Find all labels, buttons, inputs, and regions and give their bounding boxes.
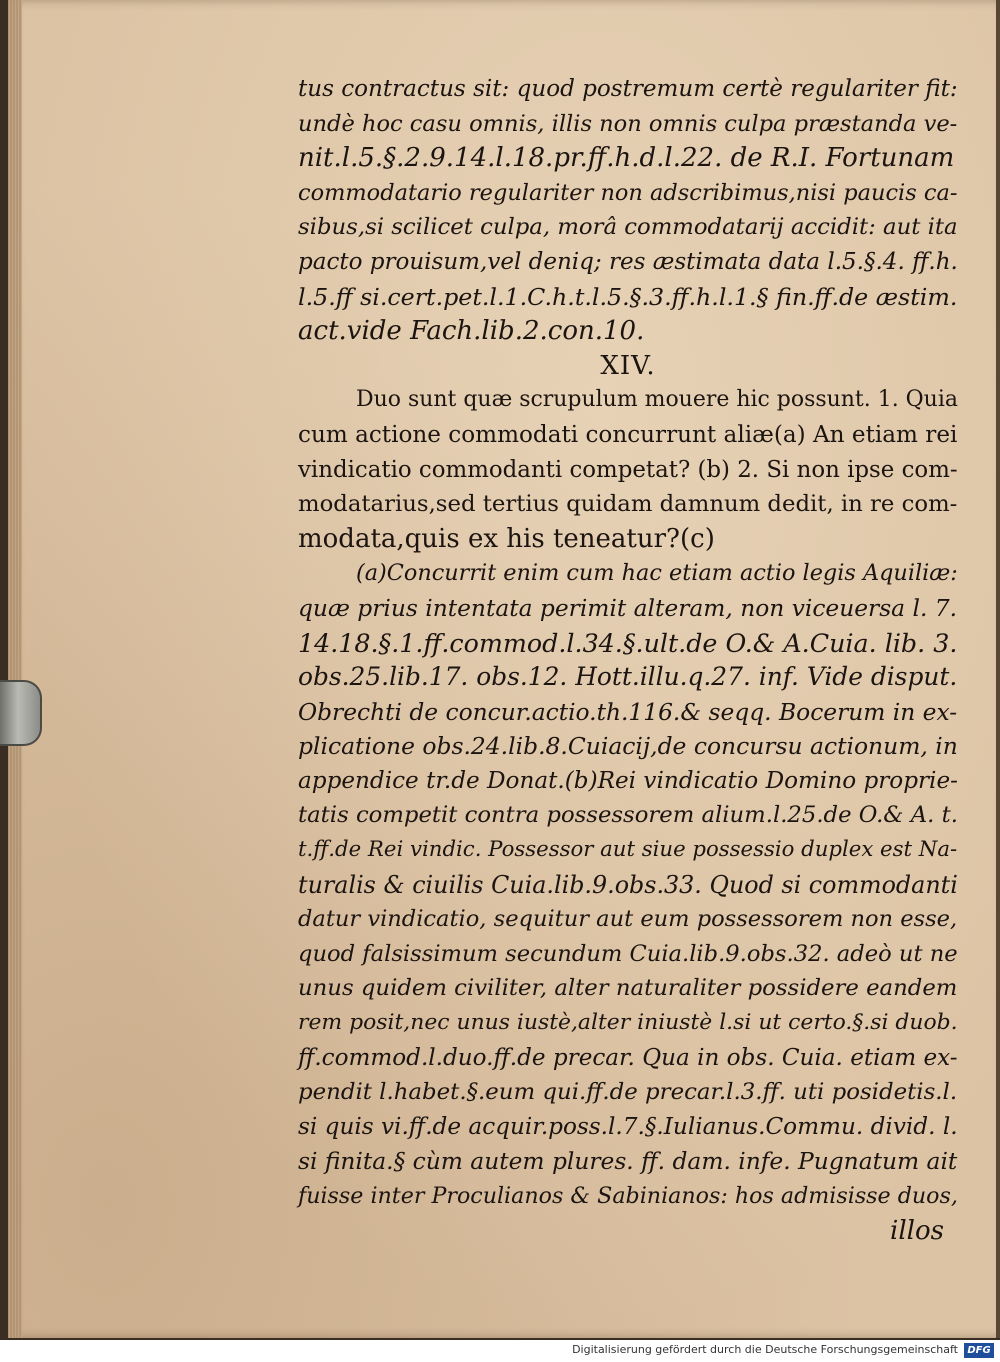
note-line: turalis & ciuilis Cuia.lib.9.obs.33. Quod si commodanti — [298, 870, 958, 899]
note-line: datur vindicatio, sequitur aut eum possessorem non esse, — [298, 906, 958, 933]
text-line: tus contractus sit: quod postremum certè regulariter fit: — [298, 76, 958, 102]
text-line: undè hoc casu omnis, illis non omnis culpa præstanda ve- — [298, 110, 958, 137]
note-line: Obrechti de concur.actio.th.116.& seqq. Bocerum in ex- — [298, 697, 958, 726]
funding-credit: Digitalisierung gefördert durch die Deutsche Forschungsgemeinschaft — [572, 1343, 958, 1356]
text-line: sibus,si scilicet culpa, morâ commodatarij accidit: aut ita — [298, 214, 958, 241]
body-line: cum actione commodati concurrunt aliæ(a) An etiam rei — [298, 421, 958, 448]
footer-bar — [0, 1340, 1000, 1362]
note-line: pendit l.habet.§.eum qui.ff.de precar.l.3.ff. uti posidetis.l. — [298, 1079, 958, 1106]
text-line: act.vide Fach.lib.2.con.10. — [298, 316, 645, 347]
body-line: modata,quis ex his teneatur?(c) — [298, 523, 715, 554]
page-edges — [8, 0, 22, 1338]
text-line: nit.l.5.§.2.9.14.l.18.pr.ff.h.d.l.22. de R.I. Fortunam — [298, 143, 955, 174]
body-line: Duo sunt quæ scrupulum mouere hic possunt. 1. Quia — [356, 387, 958, 413]
text-line: pacto prouisum,vel deniq; res æstimata data l.5.§.4. ff.h. — [298, 248, 958, 275]
binding-edge — [996, 0, 1000, 1338]
note-line: appendice tr.de Donat.(b)Rei vindicatio Domino proprie- — [298, 767, 958, 794]
note-line: ff.commod.l.duo.ff.de precar. Qua in obs. Cuia. etiam ex- — [298, 1044, 958, 1071]
text-line: commodatario regulariter non adscribimus,nisi paucis ca- — [298, 179, 958, 206]
note-line: t.ff.de Rei vindic. Possessor aut siue possessio duplex est Na- — [298, 837, 958, 863]
book-clasp — [0, 680, 42, 746]
note-line: quæ prius intentata perimit alteram, non viceuersa l. 7. — [298, 593, 958, 622]
note-line: unus quidem civiliter, alter naturaliter possidere eandem — [298, 975, 958, 1002]
note-line: 14.18.§.1.ff.commod.l.34.§.ult.de O.& A.Cuia. lib. 3. — [298, 627, 958, 658]
text-line: l.5.ff si.cert.pet.l.1.C.h.t.l.5.§.3.ff.h.l.1.§ fin.ff.de æstim. — [298, 282, 958, 311]
note-line: si quis vi.ff.de acquir.poss.l.7.§.Iulianus.Commu. divid. l. — [298, 1113, 958, 1140]
body-line: vindicatio commodanti competat? (b) 2. Si non ipse com- — [298, 456, 958, 483]
note-line: fuisse inter Proculianos & Sabinianos: hos admisisse duos, — [298, 1183, 958, 1209]
note-line: (a)Concurrit enim cum hac etiam actio legis Aquiliæ: — [356, 560, 958, 587]
body-line: modatarius,sed tertius quidam damnum dedit, in re com- — [298, 491, 958, 518]
note-line: si finita.§ cùm autem plures. ff. dam. infe. Pugnatum ait — [298, 1147, 958, 1176]
section-heading: XIV. — [600, 350, 656, 381]
note-line: quod falsissimum secundum Cuia.lib.9.obs.32. adeò ut ne — [298, 940, 958, 967]
note-line: obs.25.lib.17. obs.12. Hott.illu.q.27. inf. Vide disput. — [298, 662, 958, 692]
dfg-logo-icon: DFG — [964, 1343, 994, 1358]
page-text — [298, 72, 958, 1248]
catchword: illos — [890, 1215, 944, 1246]
note-line: plicatione obs.24.lib.8.Cuiacij,de concursu actionum, in — [298, 732, 958, 761]
note-line: rem posit,nec unus iustè,alter iniustè l.si ut certo.§.si duob. — [298, 1010, 958, 1036]
note-line: tatis competit contra possessorem alium.l.25.de O.& A. t. — [298, 802, 958, 829]
